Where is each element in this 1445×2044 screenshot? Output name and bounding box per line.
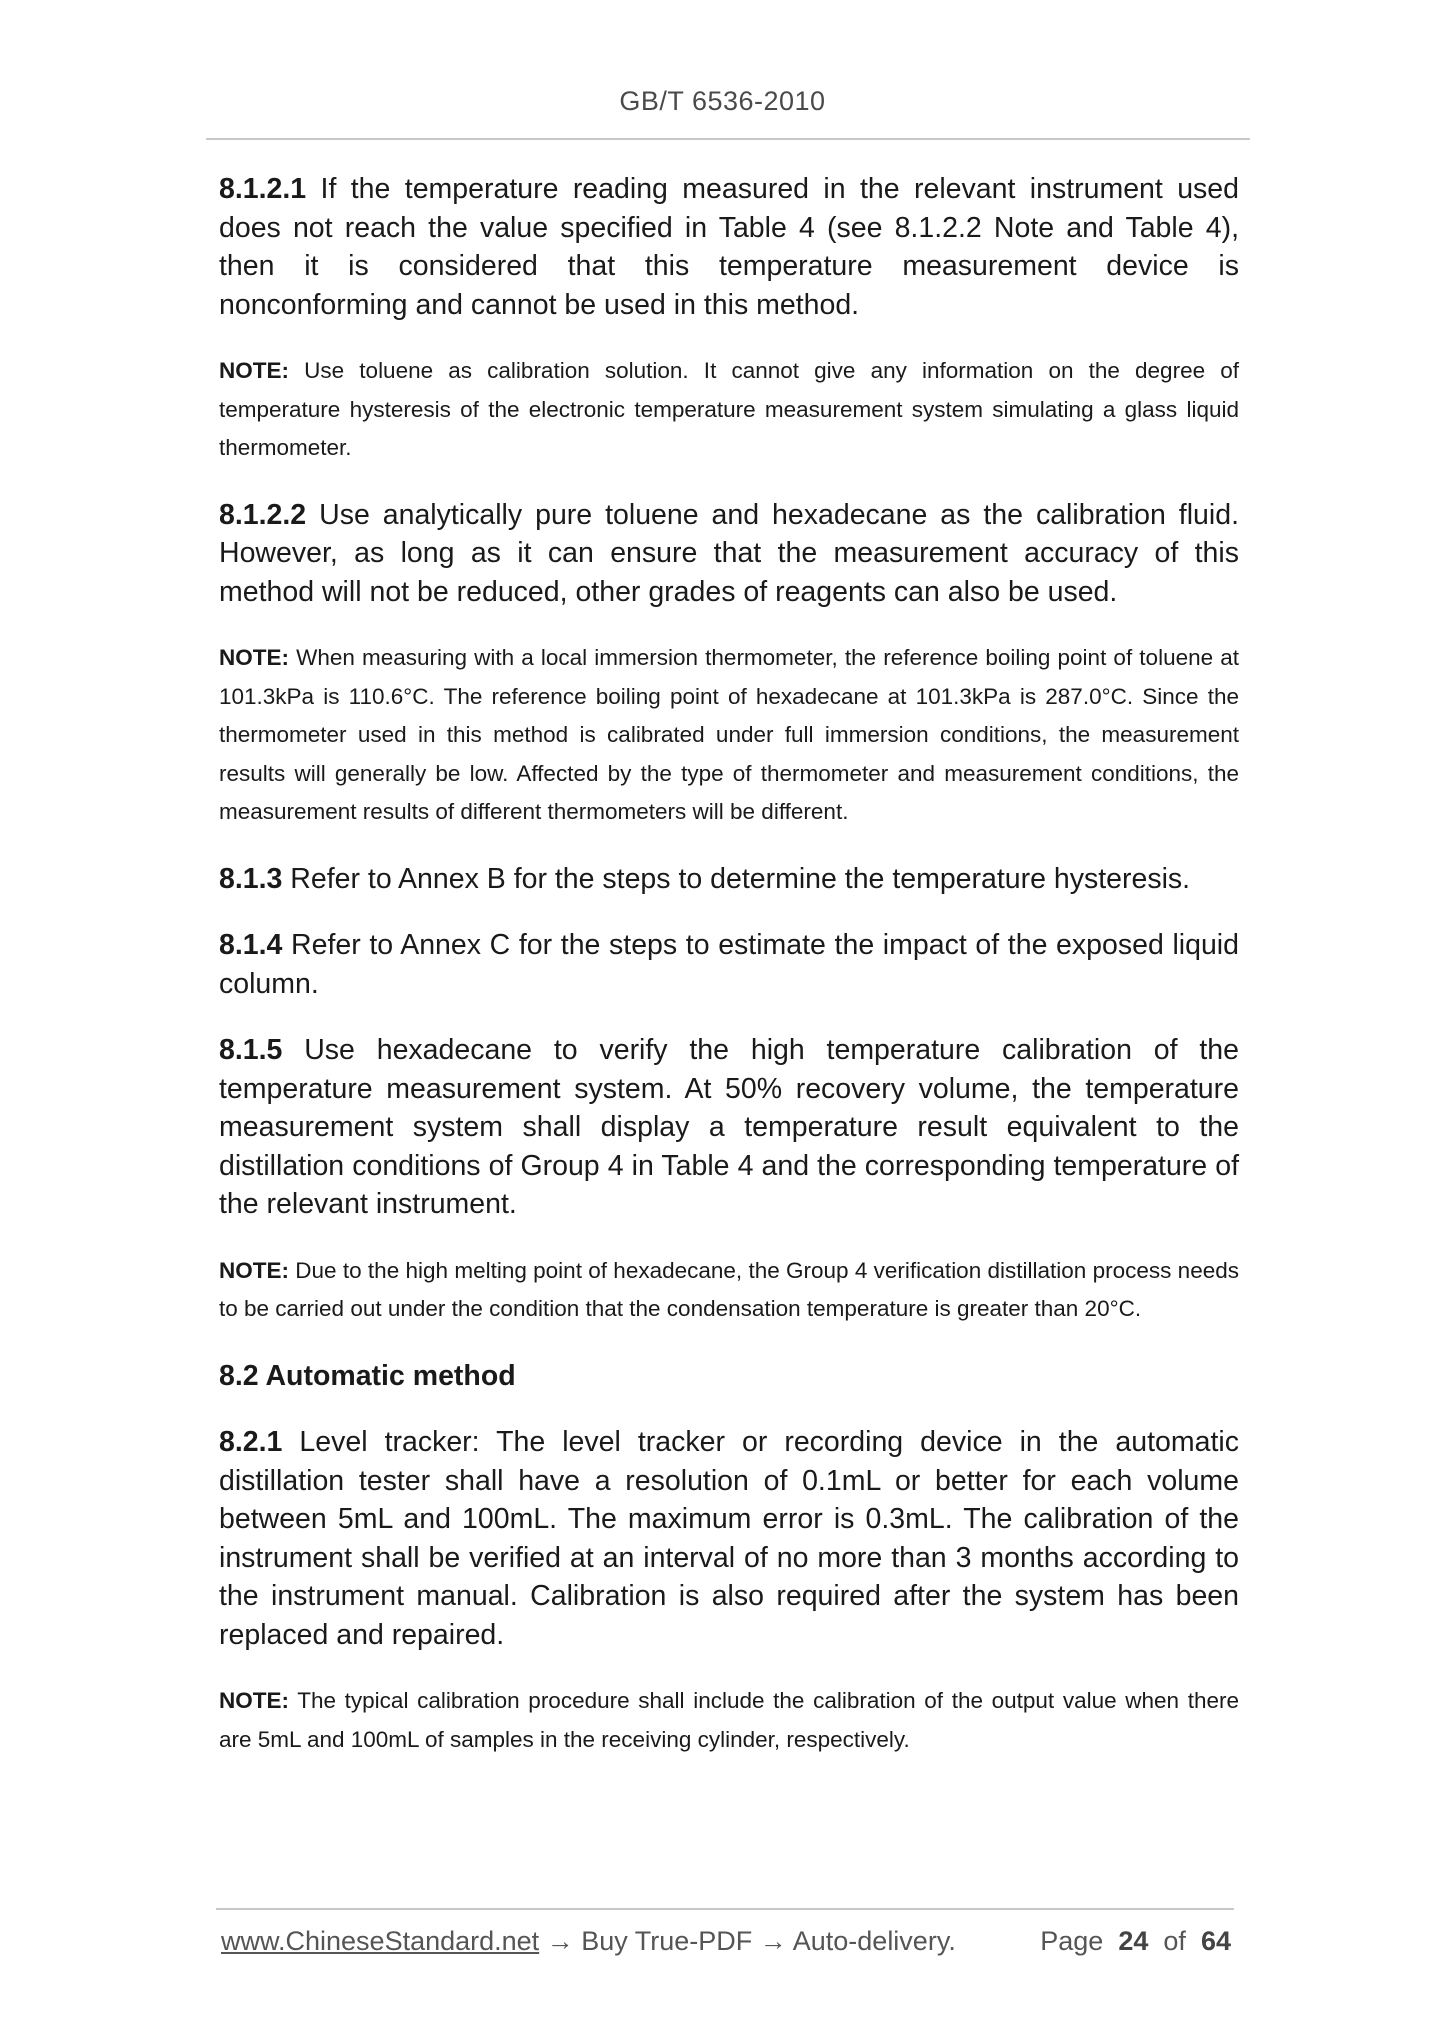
clause-number: 8.1.3 [219, 862, 283, 895]
clause-text: Level tracker: The level tracker or recording device in the automatic distillation tester shall have a resolution of 0.1mL or better for each volume between 5mL and 100mL. The maximum error is 0.3mL. The calibration of the instrument shall be verified at an interval of no more than 3 months according to the instrument manual. Calibration is also required after the system has been replaced and repaired. [219, 1426, 1239, 1651]
clause-text: Refer to Annex C for the steps to estimate the impact of the exposed liquid column. [219, 929, 1239, 1000]
page-number [1040, 1926, 1231, 1957]
clause-8-1-4 [219, 926, 1239, 1003]
clause-text: Refer to Annex B for the steps to determine the temperature hysteresis. [282, 862, 1191, 895]
total-pages: 64 [1200, 1926, 1231, 1956]
note-text: Due to the high melting point of hexadecane, the Group 4 verification distillation process needs to be carried out under the condition that the condensation temperature is greater than 20°C. [219, 1257, 1239, 1321]
clause-number: 8.2.1 [219, 1426, 283, 1458]
clause-number: 8.1.4 [219, 929, 283, 961]
note-label: NOTE: [219, 1257, 289, 1283]
note-text: Use toluene as calibration solution. It cannot give any information on the degree of temperature hysteresis of the electronic temperature measurement system simulating a glass liquid thermometer. [219, 358, 1239, 460]
clause-text: Use analytically pure toluene and hexadecane as the calibration fluid. However, as long as it can ensure that the measurement accuracy of this method will not be reduced, other grades of reagents can also be used. [219, 498, 1239, 608]
clause-8-2-1 [219, 1423, 1239, 1654]
note-label: NOTE: [219, 1688, 289, 1713]
footer-divider [216, 1908, 1234, 1910]
note-text: When measuring with a local immersion thermometer, the reference boiling point of toluene at 101.3kPa is 110.6°C. The reference boiling point of hexadecane at 101.3kPa is 287.0°C. Since the thermometer used in this method is calibrated under full immersion conditions, the measurement results will generally be low. Affected by the type of thermometer and measurement conditions, the measurement results of different thermometers will be different. [219, 645, 1239, 824]
header-divider [206, 138, 1250, 140]
clause-number: 8.1.2.1 [219, 173, 307, 205]
note-block [219, 352, 1239, 468]
clause-text: If the temperature reading measured in the relevant instrument used does not reach the value specified in Table 4 (see 8.1.2.2 Note and Table 4), then it is considered that this temperature measurement device is nonconforming and cannot be used in this method. [219, 173, 1239, 321]
current-page: 24 [1118, 1926, 1149, 1956]
of-word: of [1163, 1926, 1186, 1956]
document-header: GB/T 6536-2010 [619, 86, 826, 116]
section-heading: 8.2 Automatic method [219, 1359, 516, 1392]
note-block [219, 639, 1239, 832]
clause-8-1-2-2 [219, 496, 1239, 612]
note-block [219, 1682, 1239, 1759]
clause-number: 8.1.2.2 [219, 498, 307, 531]
clause-8-1-2-1 [219, 170, 1239, 324]
footer-tagline: → Buy True-PDF → Auto-delivery. [539, 1926, 956, 1956]
note-block [219, 1252, 1239, 1329]
note-label: NOTE: [219, 645, 289, 670]
website-link[interactable]: www.ChineseStandard.net [221, 1926, 540, 1956]
note-text: The typical calibration procedure shall include the calibration of the output value when there are 5mL and 100mL of samples in the receiving cylinder, respectively. [219, 1688, 1239, 1752]
clause-number: 8.1.5 [219, 1034, 283, 1066]
note-label: NOTE: [219, 358, 289, 383]
clause-8-1-3 [219, 860, 1239, 899]
page-word: Page [1040, 1926, 1104, 1956]
clause-8-1-5 [219, 1031, 1239, 1224]
document-body [219, 170, 1239, 1787]
clause-text: Use hexadecane to verify the high temperature calibration of the temperature measurement system. At 50% recovery volume, the temperature measurement system shall display a temperature result equivalent to the distillation conditions of Group 4 in Table 4 and the corresponding temperature of the relevant instrument. [219, 1034, 1239, 1220]
footer-promo [221, 1926, 956, 1957]
